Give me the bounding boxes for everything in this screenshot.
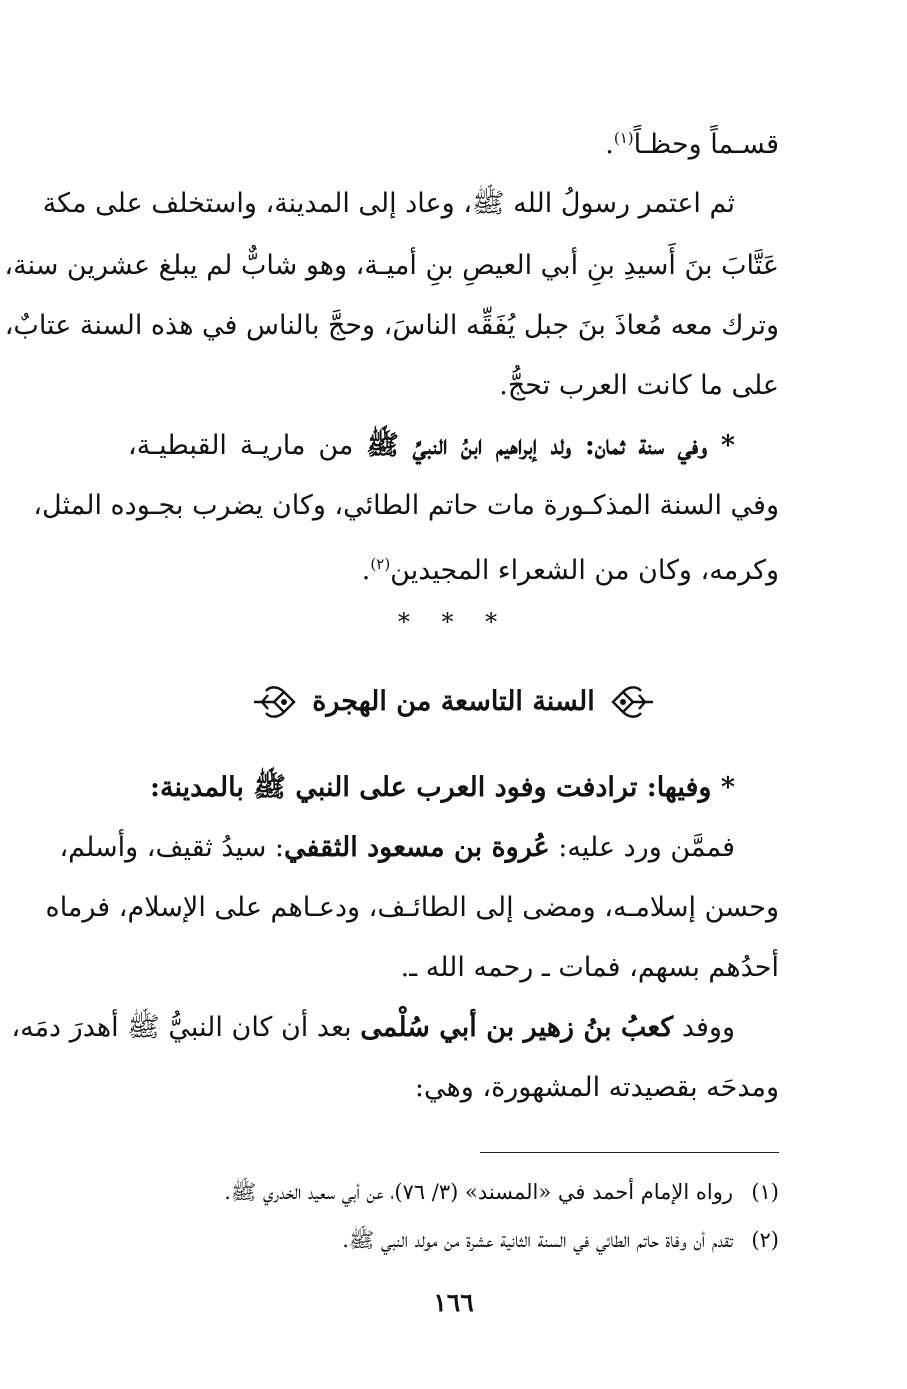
text-line-7: وفي السنة المذكـورة مات حاتم الطائي، وكان يضرب بجـوده المثل، (33, 490, 779, 521)
section-heading (0, 680, 907, 724)
ornament-left-icon (250, 685, 298, 719)
text-line-1: قسـماً وحظـاً$^{(١)}$. (605, 129, 779, 160)
text-line-14: ومدحَه بقصيدته المشهورة، وهي: (414, 1072, 779, 1103)
text-line-12: أحدُهم بسهم، فمات ـ رحمه الله ـ. (400, 952, 779, 983)
text-line-2: ثم اعتمر رسولُ الله ﷺ، وعاد إلى المدينة، واستخلف على مكة (42, 188, 735, 219)
text-line-10: فممَّن ورد عليه: عُروة بن مسعود الثقفي: سيدُ ثقيف، وأسلم، (59, 832, 735, 863)
text-line-5: على ما كانت العرب تحجُّ. (499, 370, 779, 401)
section-separator: * * * (397, 608, 510, 636)
text-line-8: وكرمه، وكان من الشعراء المجيدين$^{(٢)}$. (361, 555, 779, 586)
ornament-right-icon (609, 685, 657, 719)
footnote-2: (٢)تقدم أن وفاة حاتم الطائي في السنة الثانية عشرة من مولد النبي ﷺ. (342, 1228, 779, 1252)
text-line-3: عَتَّابَ بنَ أَسيدِ بنِ أبي العيصِ بنِ أميـة، وهو شابٌّ لم يبلغ عشرين سنة، (4, 250, 779, 281)
heading-title: السنة التاسعة من الهجرة (312, 686, 595, 717)
footnote-divider (480, 1152, 779, 1153)
page-number: ١٦٦ (433, 1288, 474, 1317)
footnote-1: (١)رواه الإمام أحمد في «المسند» (٣/ ٧٦)، عن أبي سعيد الخدري ﷺ. (224, 1180, 779, 1204)
text-line-6: * وفي سنة ثمان: ولد إبراهيم ابنُ النبيِّ ﷺ من ماريـة القبطيـة، (128, 430, 735, 461)
text-line-4: وترك معه مُعاذَ بنَ جبل يُفَقِّه الناسَ، وحجَّ بالناس في هذه السنة عتابٌ، (4, 310, 779, 341)
text-line-9: * وفيها: ترادفت وفود العرب على النبي ﷺ بالمدينة: (150, 772, 735, 803)
text-line-11: وحسن إسلامـه، ومضى إلى الطائـف، ودعـاهم على الإسلام، فرماه (45, 892, 779, 923)
text-line-13: ووفد كعبُ بنُ زهير بن أبي سُلْمى بعد أن كان النبيُّ ﷺ أهدرَ دمَه، (11, 1012, 735, 1043)
